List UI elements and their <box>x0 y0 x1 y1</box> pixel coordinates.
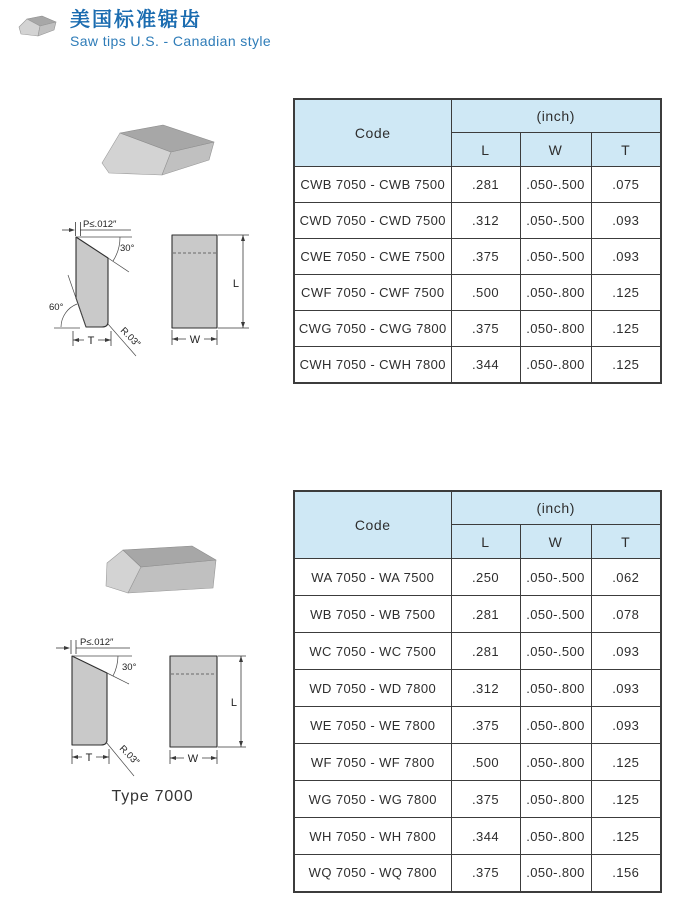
column-header-w: W <box>520 525 591 559</box>
table-row <box>294 347 661 383</box>
value-cell: .050-.800 <box>520 670 591 707</box>
width-label: W <box>187 753 199 765</box>
value-cell: .050-.800 <box>520 311 591 347</box>
code-cell: CWB 7050 - CWB 7500 <box>294 167 451 203</box>
code-cell: WD 7050 - WD 7800 <box>294 670 451 707</box>
radius-label: R.03″ <box>116 743 142 768</box>
value-cell: .050-.800 <box>520 855 591 892</box>
width-dimension <box>170 750 217 765</box>
value-cell: .050-.500 <box>520 167 591 203</box>
value-cell: .375 <box>451 239 520 275</box>
value-cell: .125 <box>591 311 661 347</box>
top-angle-label: 30° <box>122 662 137 673</box>
value-cell: .500 <box>451 275 520 311</box>
saw-tip-3d-illustration-type7000 <box>40 525 270 635</box>
table-row <box>294 781 661 818</box>
code-cell: CWF 7050 - CWF 7500 <box>294 275 451 311</box>
code-cell: WH 7050 - WH 7800 <box>294 818 451 855</box>
side-profile-shape <box>72 656 107 745</box>
column-header-inch: (inch) <box>451 99 661 133</box>
technical-drawing-type7000 <box>40 630 265 795</box>
value-cell: .050-.800 <box>520 781 591 818</box>
p-max-label: P≤.012″ <box>83 219 117 230</box>
value-cell: .075 <box>591 167 661 203</box>
thickness-dimension <box>72 749 109 764</box>
value-cell: .500 <box>451 744 520 781</box>
table-body <box>294 559 661 892</box>
value-cell: .125 <box>591 275 661 311</box>
table-row <box>294 311 661 347</box>
value-cell: .050-.800 <box>520 818 591 855</box>
code-cell: WC 7050 - WC 7500 <box>294 633 451 670</box>
title-block <box>70 8 271 49</box>
value-cell: .344 <box>451 347 520 383</box>
saw-tip-logo-icon <box>13 11 65 47</box>
table-row <box>294 596 661 633</box>
spec-table-type7000 <box>293 490 662 893</box>
code-cell: WA 7050 - WA 7500 <box>294 559 451 596</box>
radius-dimension <box>106 742 142 776</box>
page-title-chinese: 美国标准锯齿 <box>70 9 202 31</box>
table-row <box>294 744 661 781</box>
back-angle-label: 60° <box>49 302 64 313</box>
value-cell: .156 <box>591 855 661 892</box>
table-row <box>294 707 661 744</box>
value-cell: .250 <box>451 559 520 596</box>
front-view-rect <box>170 656 217 747</box>
value-cell: .125 <box>591 347 661 383</box>
side-profile-shape <box>76 237 108 327</box>
value-cell: .050-.500 <box>520 633 591 670</box>
value-cell: .050-.500 <box>520 596 591 633</box>
value-cell: .375 <box>451 707 520 744</box>
value-cell: .050-.800 <box>520 707 591 744</box>
radius-label: R.03″ <box>117 325 143 350</box>
column-header-t: T <box>591 525 661 559</box>
value-cell: .125 <box>591 744 661 781</box>
column-header-code: Code <box>294 99 451 167</box>
value-cell: .078 <box>591 596 661 633</box>
value-cell: .050-.800 <box>520 744 591 781</box>
code-cell: CWH 7050 - CWH 7800 <box>294 347 451 383</box>
width-label: W <box>189 334 201 346</box>
value-cell: .050-.500 <box>520 559 591 596</box>
value-cell: .062 <box>591 559 661 596</box>
code-cell: WE 7050 - WE 7800 <box>294 707 451 744</box>
value-cell: .093 <box>591 670 661 707</box>
column-header-code: Code <box>294 491 451 559</box>
table-row <box>294 167 661 203</box>
length-label: L <box>230 697 237 709</box>
code-cell: WF 7050 - WF 7800 <box>294 744 451 781</box>
value-cell: .125 <box>591 781 661 818</box>
p-dimension <box>56 637 130 654</box>
page-subtitle-english: Saw tips U.S. - Canadian style <box>70 33 272 49</box>
value-cell: .050-.500 <box>520 239 591 275</box>
value-cell: .312 <box>451 670 520 707</box>
value-cell: .281 <box>451 167 520 203</box>
value-cell: .050-.500 <box>520 203 591 239</box>
value-cell: .344 <box>451 818 520 855</box>
value-cell: .281 <box>451 633 520 670</box>
value-cell: .375 <box>451 311 520 347</box>
table-row <box>294 239 661 275</box>
column-header-inch: (inch) <box>451 491 661 525</box>
value-cell: .050-.800 <box>520 347 591 383</box>
column-header-w: W <box>520 133 591 167</box>
p-max-label: P≤.012″ <box>80 637 114 648</box>
value-cell: .125 <box>591 818 661 855</box>
technical-drawing-cw-series <box>40 210 265 360</box>
column-header-t: T <box>591 133 661 167</box>
table-row <box>294 633 661 670</box>
code-cell: CWE 7050 - CWE 7500 <box>294 239 451 275</box>
table-row <box>294 275 661 311</box>
top-angle-label: 30° <box>120 243 135 254</box>
value-cell: .375 <box>451 855 520 892</box>
table-row <box>294 559 661 596</box>
length-dimension <box>218 235 249 328</box>
code-cell: CWD 7050 - CWD 7500 <box>294 203 451 239</box>
type-7000-caption: Type 7000 <box>111 788 194 805</box>
thickness-dimension <box>73 331 111 347</box>
width-dimension <box>172 330 217 346</box>
table-row <box>294 670 661 707</box>
p-dimension <box>62 219 131 236</box>
value-cell: .093 <box>591 203 661 239</box>
value-cell: .375 <box>451 781 520 818</box>
thickness-label: T <box>85 752 93 764</box>
length-label: L <box>232 278 239 290</box>
front-view-rect <box>172 235 217 328</box>
table-row <box>294 203 661 239</box>
spec-table-cw-series <box>293 98 662 384</box>
value-cell: .093 <box>591 707 661 744</box>
radius-dimension <box>108 324 143 356</box>
column-header-l: L <box>451 133 520 167</box>
value-cell: .050-.800 <box>520 275 591 311</box>
code-cell: WQ 7050 - WQ 7800 <box>294 855 451 892</box>
code-cell: CWG 7050 - CWG 7800 <box>294 311 451 347</box>
code-cell: WB 7050 - WB 7500 <box>294 596 451 633</box>
table-body <box>294 167 661 383</box>
thickness-label: T <box>87 335 95 347</box>
value-cell: .312 <box>451 203 520 239</box>
value-cell: .281 <box>451 596 520 633</box>
table-row <box>294 818 661 855</box>
column-header-l: L <box>451 525 520 559</box>
saw-tip-3d-illustration-cw <box>40 100 270 210</box>
value-cell: .093 <box>591 239 661 275</box>
length-dimension <box>218 656 246 747</box>
code-cell: WG 7050 - WG 7800 <box>294 781 451 818</box>
value-cell: .093 <box>591 633 661 670</box>
table-row <box>294 855 661 892</box>
